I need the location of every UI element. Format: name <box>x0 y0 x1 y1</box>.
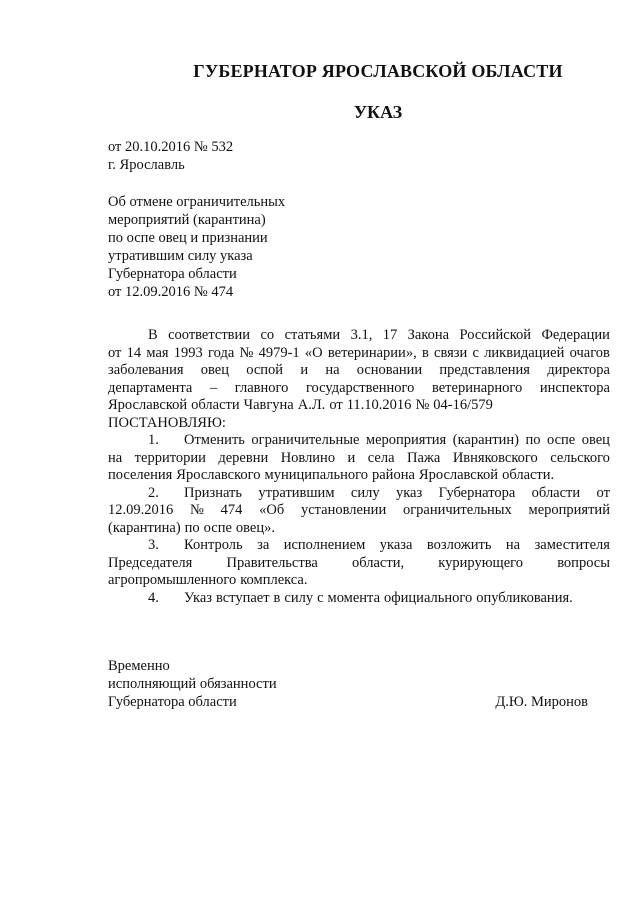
word: ограничительные <box>251 432 360 448</box>
word: и <box>347 449 356 466</box>
word: по <box>184 519 200 536</box>
word: ветеринарного <box>431 379 523 396</box>
subject-line: от 12.09.2016 № 474 <box>108 284 234 300</box>
document-subject <box>108 193 285 301</box>
signature-position-line: исполняющий обязанности <box>108 676 277 692</box>
word: официального <box>384 589 473 606</box>
word: заболевания <box>108 362 184 378</box>
subject-line: по оспе овец и признании <box>108 230 268 246</box>
document-body <box>108 327 610 607</box>
word: Закона <box>407 327 450 343</box>
word: силу <box>284 589 314 606</box>
preamble-line <box>108 362 610 380</box>
word: на <box>505 537 521 553</box>
word: от <box>108 344 122 361</box>
word: ограничительных <box>402 502 512 518</box>
word: очагов <box>569 344 610 361</box>
word: Новлино <box>280 449 336 466</box>
item-line <box>108 502 610 520</box>
word: Ярославской <box>108 397 188 413</box>
word: возложить <box>426 537 492 553</box>
word: В <box>148 327 158 343</box>
word: (карантин) <box>452 432 519 448</box>
word: со <box>260 327 275 343</box>
word: оспе <box>203 519 232 536</box>
word: и <box>300 362 309 378</box>
signature-position-line: Временно <box>108 658 170 674</box>
word: 1993 <box>173 344 203 361</box>
word: основании <box>356 362 423 378</box>
item-line <box>108 555 610 573</box>
word: установлении <box>300 502 387 518</box>
word: департамента <box>108 379 193 396</box>
item-1 <box>108 432 610 450</box>
word: исполнением <box>283 537 366 553</box>
word: поселения <box>108 467 173 483</box>
word: 12.09.2016 <box>108 502 174 518</box>
word: Указ <box>184 589 212 606</box>
document-type-title: УКАЗ <box>353 102 403 122</box>
word: за <box>257 537 270 553</box>
word: Ивняковского <box>452 449 538 466</box>
word: Признать <box>184 484 242 501</box>
word: соответствии <box>168 327 251 343</box>
word: заместителя <box>534 537 610 553</box>
document-city: г. Ярославль <box>108 157 185 173</box>
item-line <box>184 537 610 555</box>
word: Отменить <box>184 432 245 448</box>
word: Правительства <box>226 554 318 571</box>
subject-line: мероприятий (карантина) <box>108 212 266 228</box>
word: Российской <box>459 327 532 343</box>
word: 3.1, <box>350 327 373 343</box>
word: с <box>317 589 324 606</box>
word: мероприятия <box>365 432 447 448</box>
word: Пажа <box>406 449 441 466</box>
word: овец <box>200 362 230 378</box>
preamble-line <box>108 327 610 345</box>
word: «Об <box>259 502 285 518</box>
word: Контроль <box>184 537 243 553</box>
word: Чавгуна <box>243 397 294 413</box>
word: инспектора <box>539 379 610 396</box>
word: момента <box>327 589 381 606</box>
word: указа <box>379 537 413 553</box>
word: 14 <box>126 344 142 361</box>
word: Ярославской <box>418 467 499 483</box>
word: курирующего <box>438 554 523 571</box>
word: территории <box>134 449 206 466</box>
word: деревни <box>218 449 269 466</box>
word: в <box>421 344 429 361</box>
item-4 <box>108 590 610 608</box>
word: области. <box>502 467 555 483</box>
word: Председателя <box>108 554 193 571</box>
signature-position-line: Губернатора области <box>108 694 237 710</box>
word: 11.10.2016 <box>346 397 412 413</box>
word: мая <box>146 344 169 361</box>
word: в <box>273 589 281 606</box>
preamble-line <box>108 397 610 415</box>
word: оспой <box>246 362 284 378</box>
word: сельского <box>550 449 610 466</box>
word: вопросы <box>557 554 610 571</box>
subject-line: Об отмене ограничительных <box>108 194 286 210</box>
word: силу <box>350 484 380 501</box>
word: № <box>415 397 430 413</box>
word: вступает <box>215 589 270 606</box>
word: от <box>596 484 610 501</box>
item-number: 1. <box>148 432 159 448</box>
item-3 <box>108 537 610 555</box>
item-line <box>184 485 610 503</box>
word: Федерации <box>541 327 610 343</box>
word: ликвидацией <box>484 344 565 361</box>
word: района <box>372 467 415 483</box>
word: Губернатора <box>438 484 516 501</box>
item-line <box>108 572 610 590</box>
word: статьями <box>284 327 341 343</box>
word: связи <box>434 344 468 361</box>
item-line <box>108 467 610 485</box>
item-2 <box>108 485 610 503</box>
word: 474 <box>220 502 243 518</box>
decree-word: ПОСТАНОВЛЯЮ: <box>108 414 226 431</box>
word: области <box>191 397 240 413</box>
item-line <box>184 432 610 450</box>
word: на <box>325 362 340 378</box>
word: Ярославского <box>176 467 261 483</box>
signer-name: Д.Ю. Миронов <box>495 694 588 710</box>
word: главного <box>234 379 289 396</box>
item-number: 3. <box>148 537 159 553</box>
subject-line: Губернатора области <box>108 266 237 282</box>
item-number: 2. <box>148 484 159 501</box>
word: муниципального <box>264 467 368 483</box>
document-date-number: от 20.10.2016 № 532 <box>108 139 234 155</box>
preamble-line <box>108 380 610 398</box>
document-header-title: ГУБЕРНАТОР ЯРОСЛАВСКОЙ ОБЛАСТИ <box>193 61 563 81</box>
word: 04-16/579 <box>433 397 493 413</box>
word: А.Л. <box>297 397 326 413</box>
signature-block <box>108 657 588 711</box>
word: с <box>472 344 479 361</box>
word: представления <box>439 362 530 378</box>
preamble-line <box>108 345 610 363</box>
item-line <box>108 450 610 468</box>
word: опубликования. <box>476 589 573 606</box>
word: овец». <box>235 519 276 536</box>
word: указ <box>395 484 423 501</box>
item-line <box>184 590 610 608</box>
word: агропромышленного <box>108 572 237 588</box>
word: директора <box>547 362 610 378</box>
word: овец <box>581 432 610 448</box>
word: мероприятий <box>528 502 610 518</box>
subject-line: утратившим силу указа <box>108 248 253 264</box>
word: – <box>209 379 218 396</box>
word: государственного <box>305 379 415 396</box>
word: области, <box>351 554 405 571</box>
word: (карантина) <box>108 519 181 536</box>
word: оспе <box>546 432 576 448</box>
word: № <box>239 344 254 361</box>
word: от <box>329 397 343 413</box>
item-number: 4. <box>148 589 159 606</box>
word: по <box>525 432 541 448</box>
word: на <box>108 449 123 466</box>
word: утратившим <box>258 484 335 501</box>
word: № <box>190 502 204 518</box>
word: комплекса. <box>240 572 308 588</box>
item-line <box>108 520 610 538</box>
word: «О <box>304 344 323 361</box>
word: области <box>531 484 581 501</box>
word: 17 <box>382 327 398 343</box>
word: 4979-1 <box>258 344 300 361</box>
word: села <box>367 449 395 466</box>
document-meta <box>108 138 233 174</box>
word: ветеринарии», <box>327 344 417 361</box>
word: года <box>208 344 235 361</box>
